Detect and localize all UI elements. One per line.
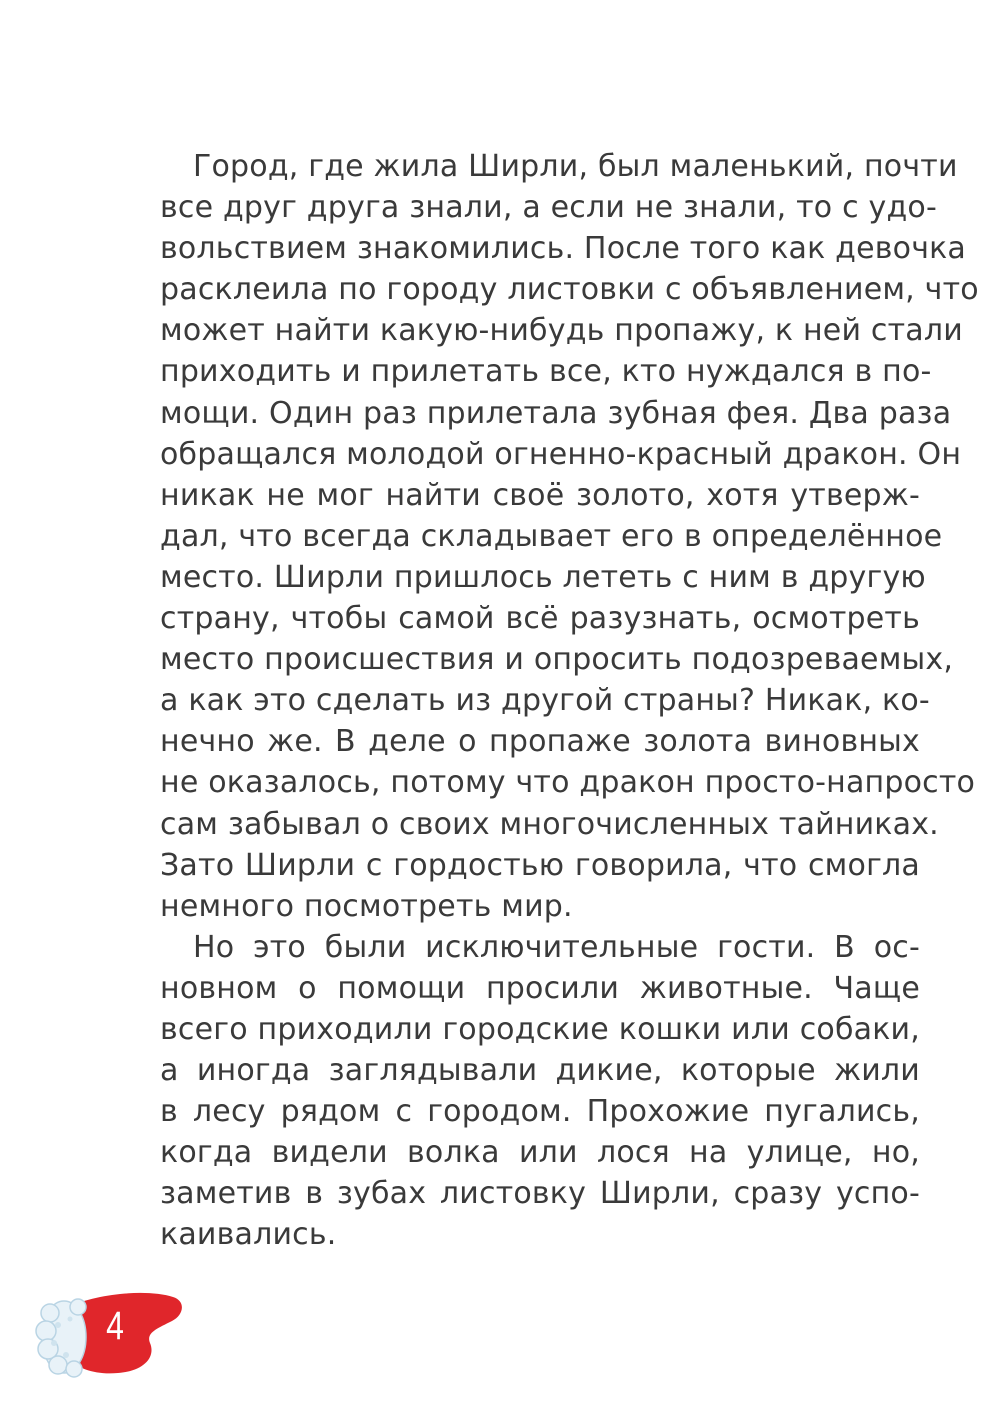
text-line: дал, что всегда складывает его в определённое [160, 518, 943, 554]
text-line: страну, чтобы самой всё разузнать, осмотреть [160, 601, 920, 637]
text-line: нечно же. В деле о пропаже золота виновных [160, 724, 920, 760]
text-line: сам забывал о своих многочисленных тайниках. [160, 806, 939, 842]
text-line: все друг друга знали, а если не знали, то с удо- [160, 190, 937, 226]
text-line: мощи. Один раз прилетала зубная фея. Два раза [160, 395, 952, 431]
page-number: 4 [106, 1304, 124, 1348]
text-line: обращался молодой огненно-красный дракон. Он [160, 436, 962, 472]
text-line: а иногда заглядывали дикие, которые жили [160, 1053, 920, 1089]
text-line: а как это сделать из другой страны? Никак, ко- [160, 683, 930, 719]
text-line: новном о помощи просили животные. Чаще [160, 970, 920, 1006]
paragraph [160, 146, 979, 927]
text-line: всего приходили городские кошки или собаки, [160, 1011, 920, 1047]
text-line: немного посмотреть мир. [160, 888, 573, 924]
fur-cuff [36, 1299, 86, 1377]
text-line: никак не мог найти своё золото, хотя утверж- [160, 477, 920, 513]
text-line: Город, где жила Ширли, был маленький, почти [193, 149, 958, 184]
text-line: в лесу рядом с городом. Прохожие пугались, [160, 1094, 920, 1130]
text-line: каивались. [160, 1217, 337, 1253]
text-line: заметив в зубах листовку Ширли, сразу успо- [160, 1176, 920, 1212]
text-line: не оказалось, потому что дракон просто-напросто [160, 765, 976, 801]
text-line: вольствием знакомились. После того как девочка [160, 231, 967, 267]
text-line: когда видели волка или лося на улице, но, [160, 1135, 920, 1171]
body-text [160, 146, 979, 1256]
paragraph [160, 927, 920, 1256]
text-line: расклеила по городу листовки с объявлением, что [160, 272, 979, 308]
text-line: место. Ширли пришлось лететь с ним в другую [160, 559, 926, 595]
text-line: может найти какую-нибудь пропажу, к ней стали [160, 313, 963, 349]
text-line: приходить и прилетать все, кто нуждался в по- [160, 354, 932, 390]
text-line: Но это были исключительные гости. В ос- [193, 929, 920, 965]
text-line: место происшествия и опросить подозреваемых, [160, 642, 954, 678]
text-line: Зато Ширли с гордостью говорила, что смогла [160, 847, 920, 883]
